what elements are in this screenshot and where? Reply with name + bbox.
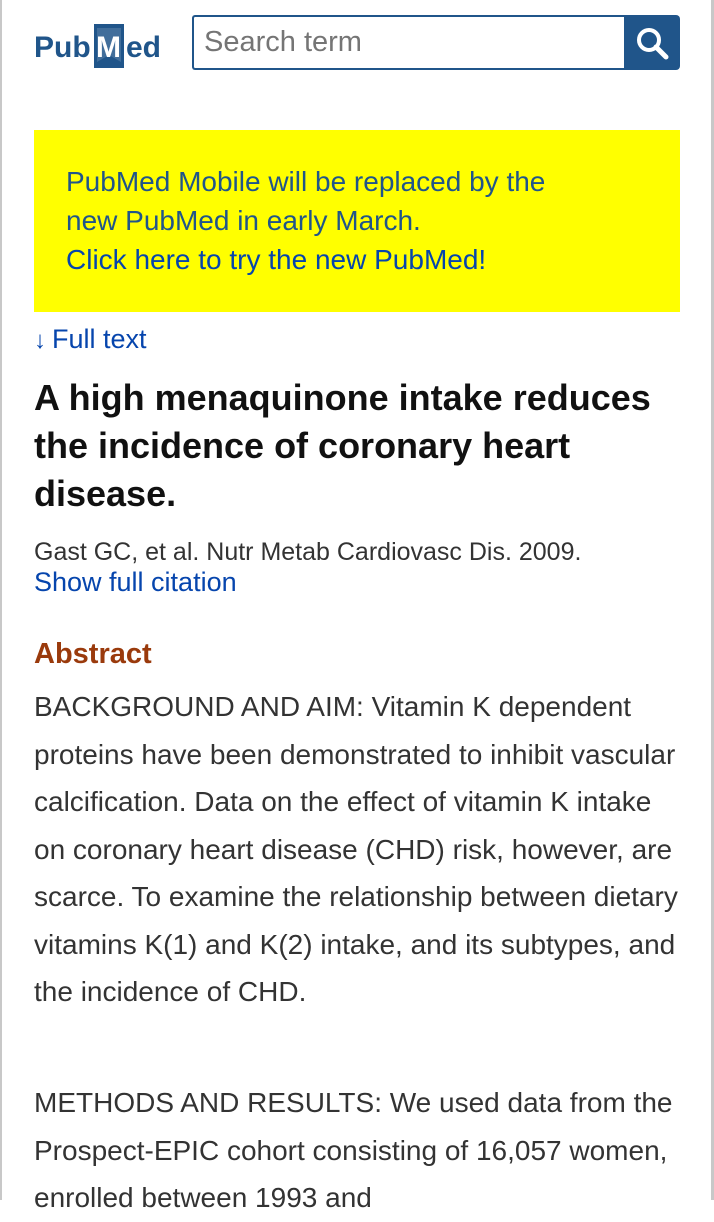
banner-message-line-2: new PubMed in early March. <box>66 205 421 236</box>
abstract-paragraph-methods: METHODS AND RESULTS: We used data from the Prospect-EPIC cohort consisting of 16,057 women, enrolled between 1993 and <box>34 1087 673 1213</box>
pubmed-logo-graphic <box>34 22 184 72</box>
show-full-citation-link[interactable]: Show full citation <box>34 567 237 597</box>
abstract-heading: Abstract <box>34 638 152 670</box>
full-text-label: Full text <box>52 324 147 354</box>
svg-text:M: M <box>96 31 121 64</box>
search-button[interactable] <box>624 15 680 70</box>
try-new-pubmed-link[interactable]: Click here to try the new PubMed! <box>66 244 487 275</box>
new-pubmed-banner <box>34 130 680 312</box>
search-icon <box>634 25 670 61</box>
pubmed-logo[interactable] <box>34 22 184 72</box>
search-input[interactable] <box>192 15 624 70</box>
search-bar <box>192 15 680 70</box>
svg-text:ed: ed <box>126 31 162 64</box>
full-text-link[interactable] <box>34 324 147 355</box>
down-arrow-icon: ↓ <box>34 327 46 354</box>
short-citation: Gast GC, et al. Nutr Metab Cardiovasc Dis. 2009. <box>34 538 582 566</box>
article-title: A high menaquinone intake reduces the incidence of coronary heart disease. <box>34 377 651 514</box>
banner-message-line-1: PubMed Mobile will be replaced by the <box>66 166 546 197</box>
left-frame-edge <box>0 0 2 1200</box>
abstract-paragraph-background: BACKGROUND AND AIM: Vitamin K dependent proteins have been demonstrated to inhibit vascular calcification. Data on the effect of vitamin K intake on coronary heart disease (CHD) risk, however, are scarce. To examine the relationship between dietary vitamins K(1) and K(2) intake, and its subtypes, and the incidence of CHD. <box>34 691 678 1007</box>
svg-text:Pub: Pub <box>34 31 91 64</box>
